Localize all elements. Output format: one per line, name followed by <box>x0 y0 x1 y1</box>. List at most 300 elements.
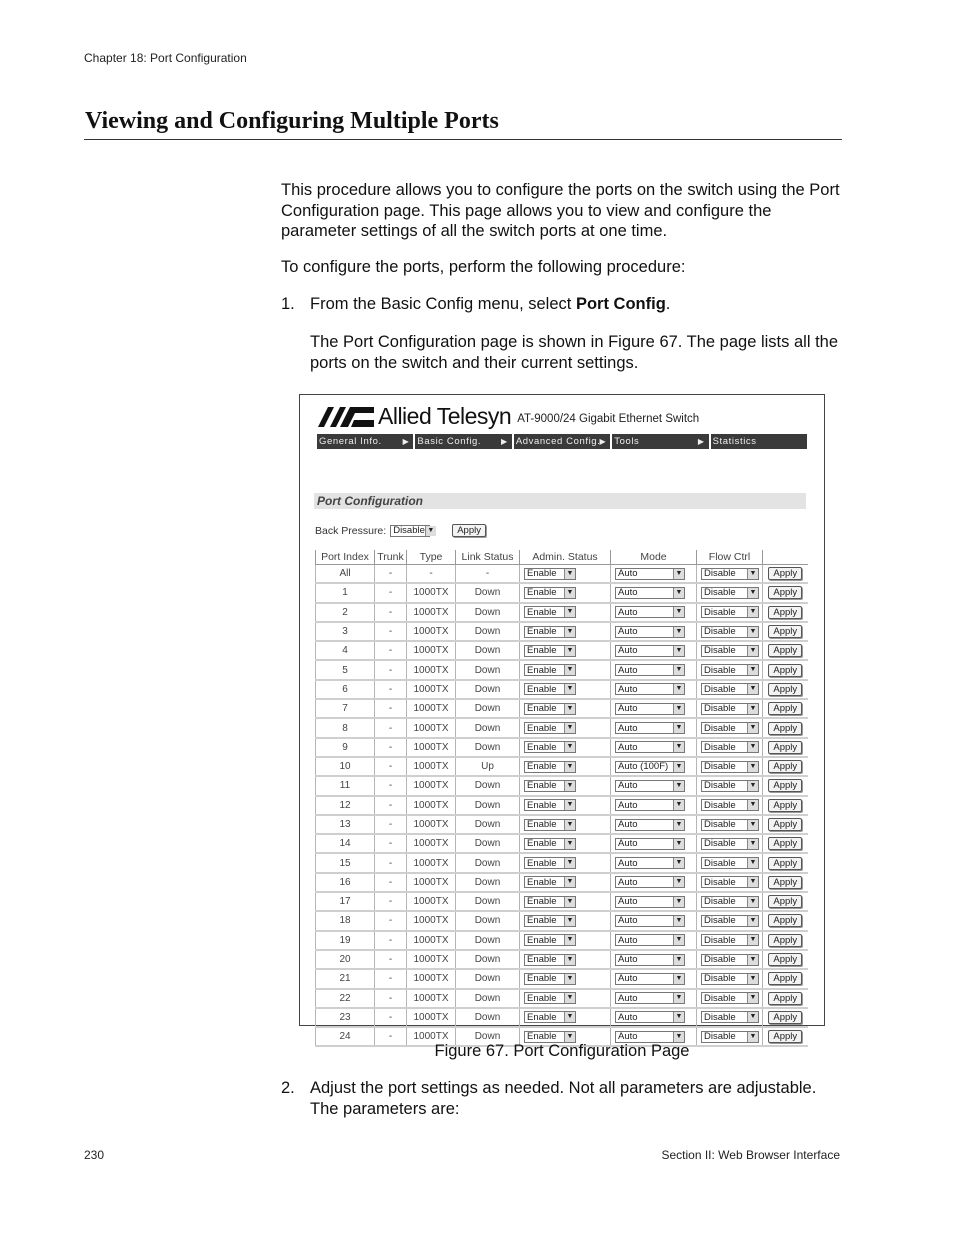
mode-cell <box>611 660 697 679</box>
col-apply <box>763 550 808 565</box>
flow-ctrl-select[interactable]: Disable ▼ <box>701 857 759 869</box>
flow-ctrl-cell <box>697 892 763 911</box>
admin-status-select[interactable]: Enable ▼ <box>524 664 576 676</box>
admin-status-cell <box>520 834 611 853</box>
flow-ctrl-select[interactable]: Disable ▼ <box>701 722 759 734</box>
admin-status-select[interactable]: Enable ▼ <box>524 857 576 869</box>
apply-button[interactable]: Apply <box>768 1011 802 1024</box>
lead-paragraph: To configure the ports, perform the following procedure: <box>281 258 686 276</box>
mode-select[interactable]: Auto ▼ <box>615 683 685 695</box>
chevron-down-icon: ▼ <box>673 1012 684 1022</box>
port-table <box>315 550 808 1047</box>
flow-ctrl-cell <box>697 931 763 950</box>
nav-arrow-icon: ▶ <box>599 437 607 446</box>
apply-button[interactable]: Apply <box>768 625 802 638</box>
section-footer: Section II: Web Browser Interface <box>661 1148 840 1162</box>
admin-status-select[interactable]: Enable ▼ <box>524 954 576 966</box>
chevron-down-icon: ▼ <box>564 839 575 849</box>
flow-ctrl-cell <box>697 738 763 757</box>
admin-status-select[interactable]: Enable ▼ <box>524 780 576 792</box>
flow-ctrl-select[interactable]: Disable ▼ <box>701 703 759 715</box>
chevron-down-icon: ▼ <box>564 897 575 907</box>
table-header-row <box>316 550 808 565</box>
chevron-down-icon: ▼ <box>747 627 758 637</box>
table-row <box>316 815 808 834</box>
admin-status-select[interactable]: Enable ▼ <box>524 645 576 657</box>
flow-ctrl-cell <box>697 911 763 930</box>
mode-cell <box>611 565 697 584</box>
mode-select[interactable]: Auto ▼ <box>615 819 685 831</box>
mode-cell <box>611 622 697 641</box>
back-pressure-row <box>315 524 486 537</box>
nav-advanced-config[interactable]: Advanced Config. ▶ <box>514 434 612 449</box>
admin-status-select[interactable]: Enable ▼ <box>524 568 576 580</box>
port-type: 1000TX <box>407 622 456 641</box>
flow-ctrl-cell <box>697 757 763 776</box>
flow-ctrl-select[interactable]: Disable ▼ <box>701 838 759 850</box>
flow-ctrl-cell <box>697 583 763 602</box>
port-type: 1000TX <box>407 757 456 776</box>
apply-button[interactable]: Apply <box>768 1030 802 1043</box>
admin-status-select[interactable]: Enable ▼ <box>524 838 576 850</box>
mode-select[interactable]: Auto ▼ <box>615 973 685 985</box>
page-title: Viewing and Configuring Multiple Ports <box>85 108 499 134</box>
chevron-down-icon: ▼ <box>747 588 758 598</box>
port-index: 13 <box>316 815 375 834</box>
apply-button[interactable]: Apply <box>768 857 802 870</box>
chevron-down-icon: ▼ <box>673 916 684 926</box>
link-status: Down <box>456 622 520 641</box>
mode-cell <box>611 680 697 699</box>
flow-ctrl-select[interactable]: Disable ▼ <box>701 915 759 927</box>
nav-arrow-icon: ▶ <box>501 437 508 446</box>
flow-ctrl-cell <box>697 989 763 1008</box>
apply-cell <box>763 1008 808 1027</box>
nav-general-info[interactable]: General Info. ▶ <box>317 434 415 449</box>
flow-ctrl-select[interactable]: Disable ▼ <box>701 799 759 811</box>
flow-ctrl-cell <box>697 853 763 872</box>
apply-button[interactable]: Apply <box>768 702 802 715</box>
flow-ctrl-select[interactable]: Disable ▼ <box>701 1031 759 1043</box>
flow-ctrl-select[interactable]: Disable ▼ <box>701 992 759 1004</box>
port-type: 1000TX <box>407 680 456 699</box>
mode-select[interactable]: Auto ▼ <box>615 992 685 1004</box>
mode-select[interactable]: Auto ▼ <box>615 838 685 850</box>
flow-ctrl-select[interactable]: Disable ▼ <box>701 954 759 966</box>
link-status: Down <box>456 641 520 660</box>
chevron-down-icon: ▼ <box>747 704 758 714</box>
col-type: Type <box>407 550 456 565</box>
flow-ctrl-select[interactable]: Disable ▼ <box>701 896 759 908</box>
table-row <box>316 738 808 757</box>
link-status: Down <box>456 776 520 795</box>
flow-ctrl-cell <box>697 603 763 622</box>
chevron-down-icon: ▼ <box>673 646 684 656</box>
flow-ctrl-select[interactable]: Disable ▼ <box>701 664 759 676</box>
mode-cell <box>611 699 697 718</box>
chevron-down-icon: ▼ <box>673 781 684 791</box>
chevron-down-icon: ▼ <box>673 607 684 617</box>
col-link-status: Link Status <box>456 550 520 565</box>
table-row <box>316 603 808 622</box>
table-row <box>316 641 808 660</box>
flow-ctrl-select[interactable]: Disable ▼ <box>701 626 759 638</box>
apply-button[interactable]: Apply <box>768 741 802 754</box>
step-number: 2. <box>281 1079 295 1097</box>
admin-status-cell <box>520 699 611 718</box>
chevron-down-icon: ▼ <box>747 955 758 965</box>
apply-button[interactable]: Apply <box>768 934 802 947</box>
port-index: 12 <box>316 796 375 815</box>
apply-button[interactable]: Apply <box>768 644 802 657</box>
chevron-down-icon: ▼ <box>673 858 684 868</box>
link-status: - <box>456 565 520 584</box>
mode-select[interactable]: Auto ▼ <box>615 780 685 792</box>
chevron-down-icon: ▼ <box>564 646 575 656</box>
table-row <box>316 622 808 641</box>
chevron-down-icon: ▼ <box>747 897 758 907</box>
chapter-header: Chapter 18: Port Configuration <box>84 51 247 65</box>
mode-select[interactable]: Auto ▼ <box>615 1031 685 1043</box>
trunk: - <box>375 815 407 834</box>
apply-button[interactable]: Apply <box>768 914 802 927</box>
admin-status-select[interactable]: Enable ▼ <box>524 741 576 753</box>
mode-cell <box>611 718 697 737</box>
chevron-down-icon: ▼ <box>564 858 575 868</box>
flow-ctrl-select[interactable]: Disable ▼ <box>701 761 759 773</box>
admin-status-cell <box>520 718 611 737</box>
chevron-down-icon: ▼ <box>747 1032 758 1042</box>
flow-ctrl-select[interactable]: Disable ▼ <box>701 876 759 888</box>
mode-select[interactable]: Auto ▼ <box>615 741 685 753</box>
allied-telesyn-logo-icon <box>318 407 374 427</box>
mode-cell <box>611 911 697 930</box>
port-index: 19 <box>316 931 375 950</box>
chevron-down-icon: ▼ <box>564 627 575 637</box>
admin-status-select[interactable]: Enable ▼ <box>524 683 576 695</box>
link-status: Down <box>456 853 520 872</box>
apply-button[interactable]: Apply <box>768 683 802 696</box>
step-number: 1. <box>281 295 295 313</box>
port-index: 20 <box>316 950 375 969</box>
mode-cell <box>611 873 697 892</box>
mode-select[interactable]: Auto ▼ <box>615 664 685 676</box>
apply-cell <box>763 738 808 757</box>
mode-cell <box>611 1008 697 1027</box>
flow-ctrl-select[interactable]: Disable ▼ <box>701 819 759 831</box>
admin-status-select[interactable]: Enable ▼ <box>524 1011 576 1023</box>
apply-button[interactable]: Apply <box>768 876 802 889</box>
admin-status-select[interactable]: Enable ▼ <box>524 606 576 618</box>
chevron-down-icon: ▼ <box>564 569 575 579</box>
chevron-down-icon: ▼ <box>564 742 575 752</box>
link-status: Down <box>456 660 520 679</box>
port-index: 11 <box>316 776 375 795</box>
apply-cell <box>763 989 808 1008</box>
admin-status-select[interactable]: Enable ▼ <box>524 896 576 908</box>
flow-ctrl-select[interactable]: Disable ▼ <box>701 780 759 792</box>
mode-select[interactable]: Auto ▼ <box>615 799 685 811</box>
apply-button[interactable]: Apply <box>768 722 802 735</box>
apply-cell <box>763 969 808 988</box>
admin-status-select[interactable]: Enable ▼ <box>524 587 576 599</box>
mode-cell <box>611 796 697 815</box>
admin-status-cell <box>520 911 611 930</box>
port-index: 4 <box>316 641 375 660</box>
port-index: 18 <box>316 911 375 930</box>
chevron-down-icon: ▼ <box>673 877 684 887</box>
apply-cell <box>763 815 808 834</box>
port-index: 23 <box>316 1008 375 1027</box>
apply-button[interactable]: Apply <box>768 567 802 580</box>
port-index: 24 <box>316 1027 375 1046</box>
admin-status-cell <box>520 873 611 892</box>
mode-select[interactable]: Auto ▼ <box>615 915 685 927</box>
link-status: Down <box>456 583 520 602</box>
admin-status-cell <box>520 796 611 815</box>
port-type: 1000TX <box>407 641 456 660</box>
flow-ctrl-cell <box>697 815 763 834</box>
table-row <box>316 680 808 699</box>
port-index: 16 <box>316 873 375 892</box>
mode-select[interactable]: Auto ▼ <box>615 876 685 888</box>
chevron-down-icon: ▼ <box>673 569 684 579</box>
apply-button[interactable]: Apply <box>768 992 802 1005</box>
apply-cell <box>763 757 808 776</box>
port-type: 1000TX <box>407 834 456 853</box>
port-index: 6 <box>316 680 375 699</box>
admin-status-select[interactable]: Enable ▼ <box>524 761 576 773</box>
apply-button[interactable]: Apply <box>768 606 802 619</box>
chevron-down-icon: ▼ <box>673 800 684 810</box>
chevron-down-icon: ▼ <box>564 607 575 617</box>
admin-status-cell <box>520 853 611 872</box>
link-status: Down <box>456 680 520 699</box>
admin-status-select[interactable]: Enable ▼ <box>524 1031 576 1043</box>
admin-status-select[interactable]: Enable ▼ <box>524 915 576 927</box>
mode-select[interactable]: Auto ▼ <box>615 703 685 715</box>
port-type: 1000TX <box>407 892 456 911</box>
apply-button[interactable]: Apply <box>768 760 802 773</box>
back-pressure-select[interactable]: Disable ▼ <box>390 525 430 537</box>
admin-status-cell <box>520 892 611 911</box>
flow-ctrl-cell <box>697 660 763 679</box>
port-index: 8 <box>316 718 375 737</box>
flow-ctrl-cell <box>697 699 763 718</box>
admin-status-select[interactable]: Enable ▼ <box>524 973 576 985</box>
chevron-down-icon: ▼ <box>564 1032 575 1042</box>
chevron-down-icon: ▼ <box>564 877 575 887</box>
apply-cell <box>763 776 808 795</box>
mode-select[interactable]: Auto ▼ <box>615 934 685 946</box>
mode-cell <box>611 969 697 988</box>
mode-select[interactable]: Auto ▼ <box>615 954 685 966</box>
link-status: Down <box>456 796 520 815</box>
title-rule <box>84 139 842 140</box>
mode-select[interactable]: Auto ▼ <box>615 626 685 638</box>
chevron-down-icon: ▼ <box>564 974 575 984</box>
apply-button[interactable]: Apply <box>768 586 802 599</box>
chevron-down-icon: ▼ <box>564 723 575 733</box>
link-status: Down <box>456 892 520 911</box>
table-row <box>316 892 808 911</box>
mode-select[interactable]: Auto ▼ <box>615 568 685 580</box>
mode-select[interactable]: Auto (100F) ▼ <box>615 761 685 773</box>
table-row <box>316 699 808 718</box>
flow-ctrl-select[interactable]: Disable ▼ <box>701 741 759 753</box>
port-index: 10 <box>316 757 375 776</box>
flow-ctrl-select[interactable]: Disable ▼ <box>701 683 759 695</box>
apply-cell <box>763 699 808 718</box>
trunk: - <box>375 989 407 1008</box>
admin-status-select[interactable]: Enable ▼ <box>524 722 576 734</box>
admin-status-cell <box>520 931 611 950</box>
mode-select[interactable]: Auto ▼ <box>615 645 685 657</box>
main-nav <box>317 434 807 449</box>
port-type: 1000TX <box>407 660 456 679</box>
chevron-down-icon: ▼ <box>747 781 758 791</box>
apply-cell <box>763 796 808 815</box>
admin-status-select[interactable]: Enable ▼ <box>524 819 576 831</box>
chevron-down-icon: ▼ <box>564 955 575 965</box>
port-type: 1000TX <box>407 776 456 795</box>
mode-cell <box>611 583 697 602</box>
nav-basic-config[interactable]: Basic Config. ▶ <box>415 434 513 449</box>
chevron-down-icon: ▼ <box>747 569 758 579</box>
flow-ctrl-select[interactable]: Disable ▼ <box>701 568 759 580</box>
mode-select[interactable]: Auto ▼ <box>615 857 685 869</box>
mode-cell <box>611 815 697 834</box>
port-type: 1000TX <box>407 989 456 1008</box>
nav-statistics[interactable]: Statistics <box>712 436 757 447</box>
admin-status-cell <box>520 680 611 699</box>
trunk: - <box>375 776 407 795</box>
chevron-down-icon: ▼ <box>673 588 684 598</box>
chevron-down-icon: ▼ <box>564 1012 575 1022</box>
admin-status-select[interactable]: Enable ▼ <box>524 626 576 638</box>
chevron-down-icon: ▼ <box>747 665 758 675</box>
apply-cell <box>763 853 808 872</box>
chevron-down-icon: ▼ <box>564 588 575 598</box>
chevron-down-icon: ▼ <box>564 800 575 810</box>
table-row <box>316 583 808 602</box>
admin-status-cell <box>520 989 611 1008</box>
trunk: - <box>375 796 407 815</box>
flow-ctrl-select[interactable]: Disable ▼ <box>701 645 759 657</box>
flow-ctrl-select[interactable]: Disable ▼ <box>701 973 759 985</box>
mode-cell <box>611 641 697 660</box>
trunk: - <box>375 699 407 718</box>
port-type: 1000TX <box>407 873 456 892</box>
mode-select[interactable]: Auto ▼ <box>615 587 685 599</box>
apply-button[interactable]: Apply <box>768 972 802 985</box>
nav-tools[interactable]: Tools ▶ <box>612 434 710 449</box>
flow-ctrl-cell <box>697 969 763 988</box>
mode-cell <box>611 989 697 1008</box>
port-type: 1000TX <box>407 950 456 969</box>
admin-status-cell <box>520 565 611 584</box>
apply-button[interactable]: Apply <box>768 818 802 831</box>
flow-ctrl-select[interactable]: Disable ▼ <box>701 587 759 599</box>
admin-status-cell <box>520 776 611 795</box>
port-index: 7 <box>316 699 375 718</box>
admin-status-select[interactable]: Enable ▼ <box>524 992 576 1004</box>
step-1-detail: The Port Configuration page is shown in Figure 67. The page lists all the ports on the switch and their current settings. <box>310 333 838 372</box>
table-row <box>316 911 808 930</box>
apply-button[interactable]: Apply <box>768 664 802 677</box>
chevron-down-icon: ▼ <box>747 1012 758 1022</box>
flow-ctrl-select[interactable]: Disable ▼ <box>701 934 759 946</box>
flow-ctrl-cell <box>697 776 763 795</box>
admin-status-cell <box>520 815 611 834</box>
apply-button[interactable]: Apply <box>768 895 802 908</box>
flow-ctrl-select[interactable]: Disable ▼ <box>701 1011 759 1023</box>
admin-status-select[interactable]: Enable ▼ <box>524 876 576 888</box>
port-config-screenshot <box>299 394 825 1043</box>
chevron-down-icon: ▼ <box>564 704 575 714</box>
link-status: Down <box>456 699 520 718</box>
admin-status-select[interactable]: Enable ▼ <box>524 799 576 811</box>
link-status: Down <box>456 911 520 930</box>
admin-status-select[interactable]: Enable ▼ <box>524 934 576 946</box>
admin-status-cell <box>520 1008 611 1027</box>
flow-ctrl-cell <box>697 950 763 969</box>
apply-button[interactable]: Apply <box>768 799 802 812</box>
flow-ctrl-cell <box>697 1008 763 1027</box>
mode-select[interactable]: Auto ▼ <box>615 896 685 908</box>
admin-status-cell <box>520 641 611 660</box>
port-type: 1000TX <box>407 931 456 950</box>
mode-cell <box>611 738 697 757</box>
col-admin-status: Admin. Status <box>520 550 611 565</box>
trunk: - <box>375 565 407 584</box>
chevron-down-icon: ▼ <box>673 723 684 733</box>
link-status: Down <box>456 738 520 757</box>
apply-cell <box>763 931 808 950</box>
apply-cell <box>763 603 808 622</box>
mode-select[interactable]: Auto ▼ <box>615 1011 685 1023</box>
flow-ctrl-select[interactable]: Disable ▼ <box>701 606 759 618</box>
table-row <box>316 950 808 969</box>
apply-button[interactable]: Apply <box>768 837 802 850</box>
port-index: 2 <box>316 603 375 622</box>
product-name: AT-9000/24 Gigabit Ethernet Switch <box>517 413 700 425</box>
apply-button[interactable]: Apply <box>768 953 802 966</box>
admin-status-select[interactable]: Enable ▼ <box>524 703 576 715</box>
apply-button[interactable]: Apply <box>768 779 802 792</box>
chevron-down-icon: ▼ <box>564 781 575 791</box>
mode-cell <box>611 776 697 795</box>
table-row <box>316 853 808 872</box>
chevron-down-icon: ▼ <box>747 935 758 945</box>
col-flow-ctrl: Flow Ctrl <box>697 550 763 565</box>
admin-status-cell <box>520 757 611 776</box>
apply-cell <box>763 680 808 699</box>
apply-cell <box>763 622 808 641</box>
table-row <box>316 796 808 815</box>
mode-select[interactable]: Auto ▼ <box>615 722 685 734</box>
trunk: - <box>375 718 407 737</box>
chevron-down-icon: ▼ <box>747 858 758 868</box>
chevron-down-icon: ▼ <box>673 742 684 752</box>
step-text-end: . <box>665 295 671 313</box>
step-1 <box>281 294 841 315</box>
port-type: 1000TX <box>407 1027 456 1046</box>
flow-ctrl-cell <box>697 873 763 892</box>
port-type: 1000TX <box>407 699 456 718</box>
back-pressure-apply-button[interactable]: Apply <box>452 524 486 537</box>
mode-select[interactable]: Auto ▼ <box>615 606 685 618</box>
